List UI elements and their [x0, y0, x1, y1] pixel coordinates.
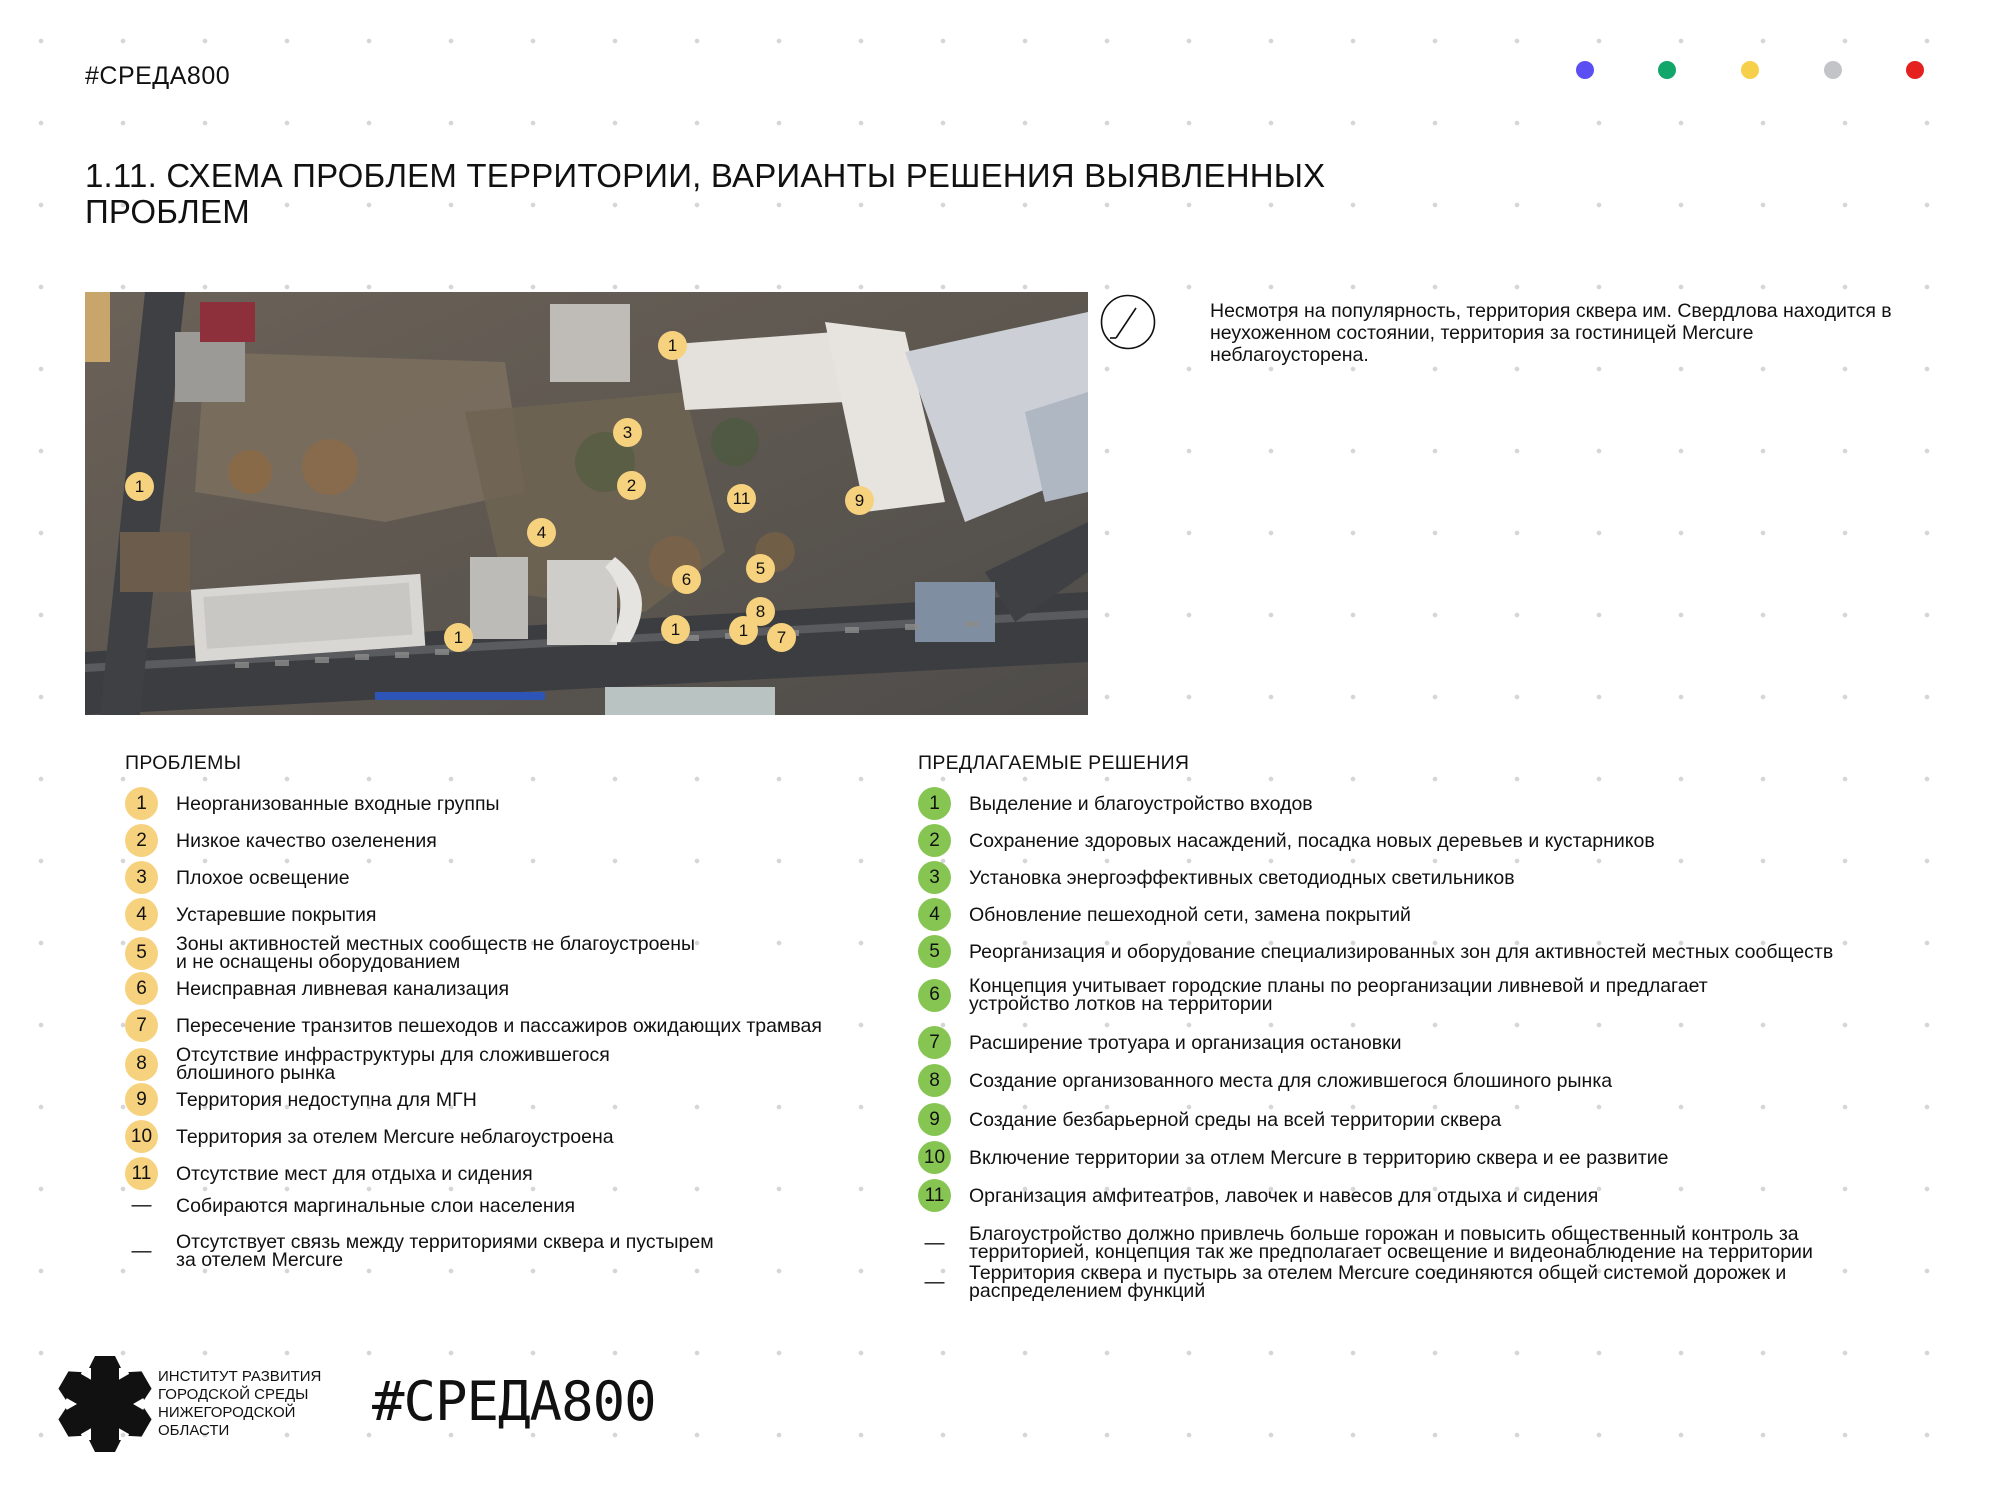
palette-dot-green [1658, 61, 1676, 79]
problem-number-badge: 9 [125, 1083, 158, 1116]
solution-text: Концепция учитывает городские планы по реорганизации ливневой и предлагает устройство лотков на территории [969, 975, 1708, 1015]
snowflake-logo-icon [55, 1356, 155, 1452]
problem-item [125, 1009, 822, 1042]
institute-line-3: НИЖЕГОРОДСКОЙ [158, 1404, 296, 1421]
solution-number-badge: 10 [918, 1141, 951, 1174]
problem-item [125, 1233, 714, 1269]
footer-hashtag-logo: #СРЕДА800 [372, 1370, 656, 1433]
problem-item [125, 787, 500, 820]
map-marker-1-southeast: 1 [729, 616, 758, 645]
solutions-list [918, 752, 1978, 1302]
problem-text: Низкое качество озеленения [176, 829, 437, 852]
problem-text: Отсутствует связь между территориями сквера и пустырем за отелем Mercure [176, 1231, 714, 1271]
map-marker-6: 6 [672, 565, 701, 594]
problem-item [125, 1046, 610, 1082]
institute-line-2: ГОРОДСКОЙ СРЕДЫ [158, 1386, 309, 1403]
problem-item [125, 935, 695, 971]
solution-item [918, 1103, 1501, 1136]
map-marker-7: 7 [767, 623, 796, 652]
palette-dot-red [1906, 61, 1924, 79]
problem-text: Отсутствие мест для отдыха и сидения [176, 1162, 533, 1185]
solution-number-badge: 11 [918, 1179, 951, 1212]
solution-text: Обновление пешеходной сети, замена покрытий [969, 903, 1411, 926]
problem-text: Пересечение транзитов пешеходов и пассажиров ожидающих трамвая [176, 1014, 822, 1037]
solution-item [918, 1264, 1786, 1300]
solution-item [918, 1141, 1669, 1174]
solution-number-badge: 4 [918, 898, 951, 931]
problem-number-badge: 10 [125, 1120, 158, 1153]
map-marker-2: 2 [617, 471, 646, 500]
problem-text: Неорганизованные входные группы [176, 792, 500, 815]
dash-bullet: — [131, 1194, 152, 1216]
solution-text: Расширение тротуара и организация остановки [969, 1031, 1402, 1054]
problem-text: Плохое освещение [176, 866, 350, 889]
solution-number-badge: 5 [918, 935, 951, 968]
dash-bullet: — [924, 1231, 945, 1254]
solution-item [918, 1225, 1813, 1261]
problem-number-badge: 11 [125, 1157, 158, 1190]
page-title-line-2: ПРОБЛЕМ [85, 193, 250, 230]
problem-text: Собираются маргинальные слои населения [176, 1194, 576, 1217]
palette-dot-yellow [1741, 61, 1759, 79]
solution-item [918, 861, 1515, 894]
problem-number-badge: 4 [125, 898, 158, 931]
map-marker-8: 8 [746, 597, 775, 626]
solution-item [918, 977, 1708, 1013]
map-marker-3: 3 [613, 418, 642, 447]
institute-line-4: ОБЛАСТИ [158, 1422, 230, 1439]
solution-text: Благоустройство должно привлечь больше горожан и повысить общественный контроль за территорией, концепция так же предполагает освещение и видеонаблюдение на территории [969, 1223, 1813, 1263]
north-arrow-icon [1100, 294, 1156, 350]
dash-bullet: — [131, 1239, 152, 1262]
solution-item [918, 1026, 1402, 1059]
problem-number-badge: 5 [125, 937, 158, 970]
map-marker-1-south: 1 [661, 615, 690, 644]
map-marker-1-southwest: 1 [444, 623, 473, 652]
problem-text: Территория за отелем Mercure неблагоустроена [176, 1125, 614, 1148]
problem-number-badge: 1 [125, 787, 158, 820]
problem-item [125, 1083, 477, 1116]
problem-number-badge: 8 [125, 1048, 158, 1081]
solution-item [918, 1179, 1598, 1212]
institute-name [158, 1368, 348, 1440]
solution-text: Реорганизация и оборудование специализированных зон для активностей местных сообществ [969, 940, 1834, 963]
dash-bullet: — [924, 1270, 945, 1293]
solution-number-badge: 7 [918, 1026, 951, 1059]
page-title-line-1: 1.11. СХЕМА ПРОБЛЕМ ТЕРРИТОРИИ, ВАРИАНТЫ РЕШЕНИЯ ВЫЯВЛЕННЫХ [85, 157, 1326, 194]
solution-number-badge: 9 [918, 1103, 951, 1136]
map-marker-9: 9 [845, 486, 874, 515]
solution-text: Создание организованного места для сложившегося блошиного рынка [969, 1069, 1613, 1092]
problem-item [125, 1157, 533, 1190]
problems-heading: ПРОБЛЕМЫ [125, 752, 242, 774]
brand-hashtag: #СРЕДА800 [85, 62, 231, 90]
map-marker-4: 4 [527, 518, 556, 547]
map-marker-5: 5 [746, 554, 775, 583]
palette-dot-blue [1576, 61, 1594, 79]
problem-item [125, 824, 437, 857]
problem-text: Отсутствие инфраструктуры для сложившегося блошиного рынка [176, 1044, 610, 1084]
solution-item [918, 787, 1313, 820]
solution-text: Организация амфитеатров, лавочек и навесов для отдыха и сидения [969, 1184, 1599, 1207]
problem-number-badge: 6 [125, 972, 158, 1005]
solution-number-badge: 6 [918, 979, 951, 1012]
solution-item [918, 1064, 1612, 1097]
problem-number-badge: 2 [125, 824, 158, 857]
solution-number-badge: 1 [918, 787, 951, 820]
palette-dot-grey [1824, 61, 1842, 79]
problem-text: Зоны активностей местных сообществ не благоустроены и не оснащены оборудованием [176, 933, 696, 973]
solution-text: Установка энергоэффективных светодиодных светильников [969, 866, 1515, 889]
problem-item [125, 861, 350, 894]
solution-item [918, 898, 1411, 931]
problem-item [125, 1194, 575, 1217]
problem-text: Неисправная ливневая канализация [176, 977, 510, 1000]
aerial-site-map [85, 292, 1088, 715]
solution-number-badge: 3 [918, 861, 951, 894]
solution-text: Включение территории за отлем Mercure в территорию сквера и ее развитие [969, 1146, 1669, 1169]
problem-text: Территория недоступна для МГН [176, 1088, 477, 1111]
page-title [85, 158, 1385, 230]
solution-text: Сохранение здоровых насаждений, посадка новых деревьев и кустарников [969, 829, 1655, 852]
solution-number-badge: 2 [918, 824, 951, 857]
map-marker-1-north: 1 [658, 331, 687, 360]
problems-list [125, 752, 885, 1271]
solution-text: Создание безбарьерной среды на всей территории сквера [969, 1108, 1502, 1131]
site-description: Несмотря на популярность, территория сквера им. Свердлова находится в неухоженном состоянии, территория за гостиницей Mercure неблагоусторена. [1210, 300, 1892, 366]
map-marker-11: 11 [727, 484, 756, 513]
aerial-map-drawing [85, 292, 1088, 715]
map-marker-1-west: 1 [125, 472, 154, 501]
palette-dots [1576, 61, 1936, 81]
problem-item [125, 1120, 614, 1153]
solution-text: Выделение и благоустройство входов [969, 792, 1313, 815]
problem-number-badge: 7 [125, 1009, 158, 1042]
solution-item [918, 935, 1833, 968]
solution-item [918, 824, 1655, 857]
solutions-heading: ПРЕДЛАГАЕМЫЕ РЕШЕНИЯ [918, 752, 1190, 774]
problem-item [125, 898, 376, 931]
problem-item [125, 972, 509, 1005]
problem-number-badge: 3 [125, 861, 158, 894]
problem-text: Устаревшие покрытия [176, 903, 377, 926]
institute-line-1: ИНСТИТУТ РАЗВИТИЯ [158, 1368, 322, 1385]
solution-text: Территория сквера и пустырь за отелем Mercure соединяются общей системой дорожек и распределением функций [969, 1262, 1787, 1302]
solution-number-badge: 8 [918, 1064, 951, 1097]
